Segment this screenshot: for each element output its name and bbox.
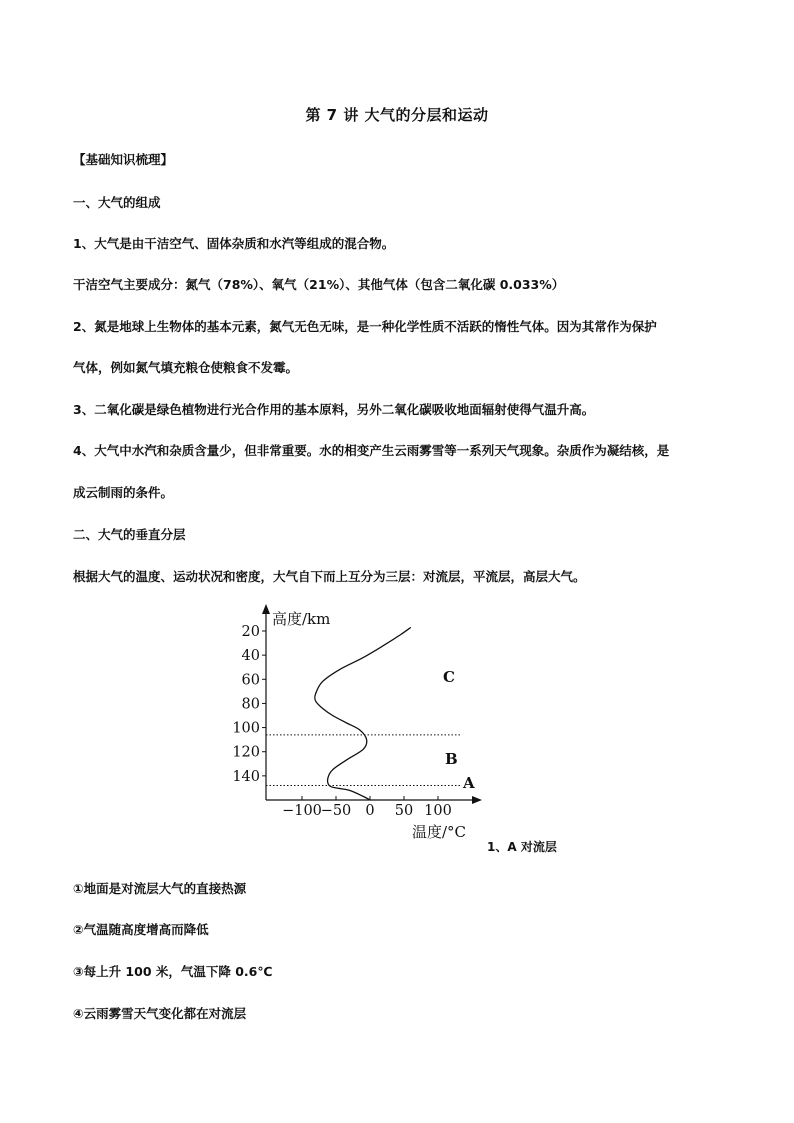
x-tick-label: 0 bbox=[365, 803, 375, 819]
y-tick-label: 140 bbox=[232, 768, 260, 785]
y-tick-label: 20 bbox=[241, 624, 260, 640]
layer-label-a: A bbox=[463, 774, 475, 792]
y-tick-label: 40 bbox=[241, 648, 260, 665]
list-item: ②气温随高度增高而降低 bbox=[73, 922, 209, 937]
layer-label-b: B bbox=[445, 750, 458, 768]
paragraph-3a: 2、氮是地球上生物体的基本元素，氮气无色无味，是一种化学性质不活跃的惰性气体。因为其常作为保护 bbox=[73, 319, 657, 334]
x-axis-label: 温度/°C bbox=[412, 823, 467, 841]
figure-caption: 1、A 对流层 bbox=[487, 840, 557, 854]
x-axis-arrow bbox=[472, 796, 482, 804]
paragraph-6: 根据大气的温度、运动状况和密度，大气自下而上互分为三层：对流层，平流层，高层大气。 bbox=[73, 569, 586, 584]
y-tick-label: 60 bbox=[241, 672, 260, 689]
y-tick-label: 80 bbox=[241, 696, 260, 713]
x-tick-label: 100 bbox=[424, 803, 452, 819]
y-tick-label: 120 bbox=[232, 744, 260, 761]
x-tick-label: −100 bbox=[282, 803, 322, 819]
temperature-curve bbox=[315, 627, 411, 800]
x-tick-label: 50 bbox=[394, 803, 414, 819]
paragraph-5a: 4、大气中水汽和杂质含量少，但非常重要。水的相变产生云雨雾雪等一系列天气现象。杂质作为凝结核，是 bbox=[73, 443, 670, 458]
paragraph-2: 干洁空气主要成分：氮气（78%）、氧气（21%）、其他气体（包含二氧化碳 0.033%） bbox=[73, 277, 565, 292]
list-item: ④云雨雾雪天气变化都在对流层 bbox=[73, 1006, 247, 1021]
heading-composition: 一、大气的组成 bbox=[73, 195, 161, 210]
page-title: 第 7 讲 大气的分层和运动 bbox=[305, 106, 489, 124]
y-ticks bbox=[232, 624, 266, 785]
paragraph-1: 1、大气是由干洁空气、固体杂质和水汽等组成的混合物。 bbox=[73, 236, 395, 251]
reference-lines bbox=[266, 735, 462, 786]
paragraph-3b: 气体，例如氮气填充粮仓使粮食不发霉。 bbox=[73, 360, 299, 375]
list-item: ③每上升 100 米，气温下降 0.6℃ bbox=[73, 964, 273, 979]
paragraph-4: 3、二氧化碳是绿色植物进行光合作用的基本原料，另外二氧化碳吸收地面辐射使得气温升高。 bbox=[73, 402, 595, 417]
heading-vertical-layers: 二、大气的垂直分层 bbox=[73, 527, 186, 542]
paragraph-5b: 成云制雨的条件。 bbox=[73, 485, 174, 500]
y-axis-label: 高度/km bbox=[272, 610, 331, 628]
section-header: 【基础知识梳理】 bbox=[73, 152, 174, 167]
x-tick-label: −50 bbox=[320, 803, 352, 819]
y-tick-label: 100 bbox=[232, 720, 260, 737]
layer-label-c: C bbox=[443, 668, 455, 686]
list-item: ①地面是对流层大气的直接热源 bbox=[73, 881, 247, 896]
y-axis-arrow bbox=[262, 604, 270, 614]
